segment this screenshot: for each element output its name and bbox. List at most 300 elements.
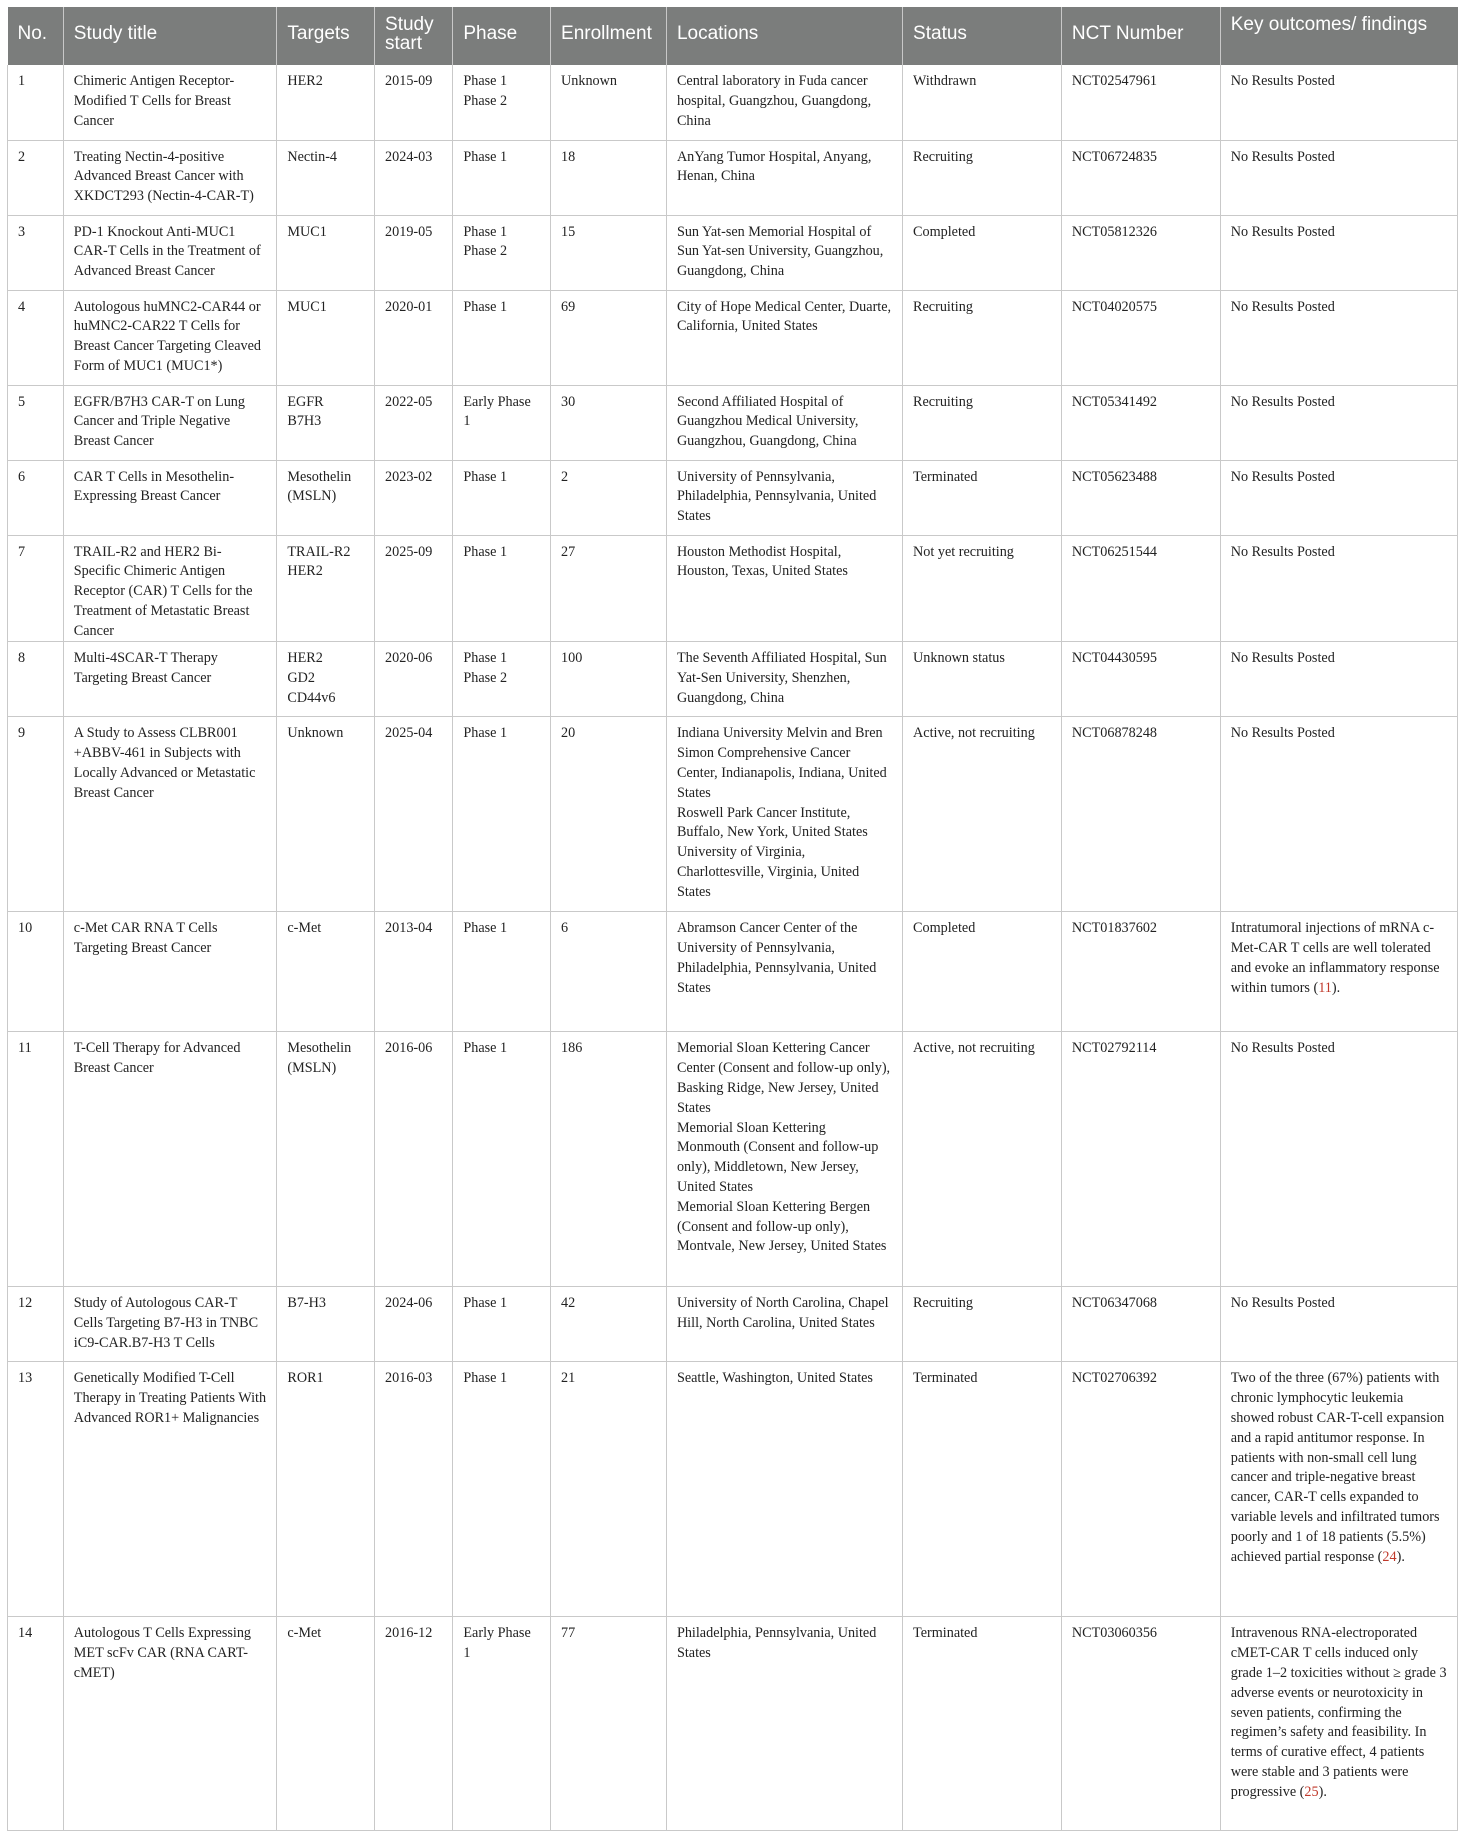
- cell-key-outcomes: [1220, 1032, 1457, 1287]
- cell-targets: [277, 1287, 375, 1362]
- cell-phase-text: Phase 1 Phase 2: [463, 650, 508, 687]
- table-row: [8, 1287, 1458, 1362]
- cell-enrollment: [551, 65, 667, 140]
- outcome-text: Intratumoral injections of mRNA c-Met-CAR T cells are well tolerated and evoke an inflammatory response within tumors (: [1230, 920, 1440, 996]
- cell-key-outcomes: [1220, 385, 1457, 460]
- cell-study-title-text: c-Met CAR RNA T Cells Targeting Breast Cancer: [73, 920, 218, 957]
- cell-study-start: [375, 1032, 453, 1287]
- cell-status: [903, 140, 1062, 215]
- cell-key-outcomes: [1220, 717, 1457, 912]
- col-header-enrollment: Enrollment: [551, 7, 667, 65]
- cell-targets: [277, 912, 375, 1032]
- table-row: [8, 140, 1458, 215]
- cell-study-title: [63, 1032, 277, 1287]
- cell-status-text: Recruiting: [913, 148, 973, 165]
- cell-study-title: [63, 1287, 277, 1362]
- cell-study-start: [375, 717, 453, 912]
- cell-no: [8, 1287, 64, 1362]
- cell-phase: [453, 1032, 551, 1287]
- cell-enrollment: [551, 140, 667, 215]
- cell-no: [8, 1032, 64, 1287]
- cell-enrollment: [551, 460, 667, 535]
- cell-study-title-text: Chimeric Antigen Receptor-Modified T Cells for Breast Cancer: [73, 73, 235, 129]
- cell-key-outcomes: [1220, 290, 1457, 385]
- cell-no: [8, 1617, 64, 1831]
- cell-targets-text: Mesothelin (MSLN): [287, 1040, 352, 1077]
- cell-locations-text: City of Hope Medical Center, Duarte, California, United States: [676, 298, 892, 335]
- cell-nct-number-text: NCT05812326: [1071, 223, 1158, 240]
- cell-targets-text: ROR1: [287, 1370, 324, 1387]
- cell-targets-text: MUC1: [287, 223, 327, 240]
- cell-status-text: Terminated: [913, 1370, 978, 1387]
- cell-status: [903, 642, 1062, 717]
- cell-targets-text: EGFR B7H3: [287, 393, 324, 430]
- table-row: [8, 215, 1458, 290]
- cell-locations: [666, 717, 902, 912]
- cell-no-text: 11: [18, 1040, 32, 1057]
- cell-locations: [666, 1362, 902, 1617]
- cell-nct-number-text: NCT05623488: [1071, 468, 1158, 485]
- cell-no-text: 13: [18, 1370, 33, 1387]
- outcome-text: No Results Posted: [1230, 1040, 1335, 1057]
- cell-study-start: [375, 1287, 453, 1362]
- cell-phase-text: Phase 1: [463, 148, 508, 165]
- cell-nct-number: [1061, 1617, 1220, 1831]
- cell-nct-number: [1061, 1032, 1220, 1287]
- cell-study-start-text: 2019-05: [385, 223, 433, 240]
- cell-enrollment: [551, 535, 667, 642]
- cell-targets-text: B7-H3: [287, 1295, 326, 1312]
- cell-targets: [277, 65, 375, 140]
- cell-enrollment-text: 42: [561, 1295, 576, 1312]
- header-row: [8, 7, 1458, 65]
- cell-locations: [666, 912, 902, 1032]
- cell-enrollment-text: 20: [561, 725, 576, 742]
- cell-enrollment-text: 15: [561, 223, 576, 240]
- cell-locations-text: Abramson Cancer Center of the University of Pennsylvania, Philadelphia, Pennsylvania, United States: [676, 920, 877, 996]
- cell-study-title-text: Treating Nectin-4-positive Advanced Breast Cancer with XKDCT293 (Nectin-4-CAR-T): [73, 148, 254, 205]
- outcome-suffix: ).: [1318, 1783, 1327, 1800]
- cell-no: [8, 1362, 64, 1617]
- cell-study-title: [63, 535, 277, 642]
- cell-enrollment-text: 100: [561, 650, 583, 667]
- cell-targets: [277, 140, 375, 215]
- cell-nct-number: [1061, 140, 1220, 215]
- cell-enrollment: [551, 1617, 667, 1831]
- cell-no: [8, 535, 64, 642]
- cell-locations-text: Second Affiliated Hospital of Guangzhou Medical University, Guangzhou, Guangdong, China: [676, 393, 859, 450]
- cell-study-title: [63, 1362, 277, 1617]
- cell-locations-text: Philadelphia, Pennsylvania, United States: [676, 1625, 877, 1662]
- col-header-no: No.: [8, 7, 64, 65]
- cell-no-text: 7: [18, 543, 26, 560]
- cell-study-title: [63, 717, 277, 912]
- cell-locations-text: Indiana University Melvin and Bren Simon Comprehensive Cancer Center, Indianapolis, Indiana, United States Roswell Park Cancer Institute, Buffalo, New York, United States University of Virginia, Charlottesville, Virginia, United States: [676, 725, 887, 900]
- cell-phase-text: Early Phase 1: [463, 1625, 531, 1662]
- cell-status: [903, 385, 1062, 460]
- outcome-text: Two of the three (67%) patients with chronic lymphocytic leukemia showed robust CAR-T-cell expansion and a rapid antitumor response. In patients with non-small cell lung cancer and triple-negative breast cancer, CAR-T cells expanded to variable levels and infiltrated tumors poorly and 1 of 18 patients (5.5%) achieved partial response (: [1230, 1370, 1445, 1565]
- cell-status-text: Active, not recruiting: [913, 725, 1035, 742]
- cell-study-start: [375, 290, 453, 385]
- cell-nct-number-text: NCT06251544: [1071, 543, 1158, 560]
- cell-phase: [453, 717, 551, 912]
- table-row: [8, 535, 1458, 642]
- cell-nct-number-text: NCT04020575: [1071, 298, 1158, 315]
- cell-study-title-text: T-Cell Therapy for Advanced Breast Cancer: [73, 1040, 241, 1077]
- cell-phase-text: Phase 1: [463, 468, 508, 485]
- cell-phase: [453, 912, 551, 1032]
- cell-status-text: Completed: [913, 223, 976, 240]
- cell-nct-number-text: NCT06724835: [1071, 148, 1158, 165]
- cell-phase-text: Phase 1: [463, 725, 508, 742]
- cell-locations: [666, 1617, 902, 1831]
- cell-no: [8, 642, 64, 717]
- cell-nct-number-text: NCT06347068: [1071, 1295, 1158, 1312]
- cell-study-start: [375, 1362, 453, 1617]
- cell-status: [903, 1032, 1062, 1287]
- cell-study-title: [63, 215, 277, 290]
- cell-targets-text: c-Met: [287, 920, 322, 937]
- outcome-text: No Results Posted: [1230, 468, 1335, 485]
- cell-no: [8, 215, 64, 290]
- cell-locations-text: Memorial Sloan Kettering Cancer Center (Consent and follow-up only), Basking Ridge, New Jersey, United States Memorial Sloan Kettering Monmouth (Consent and follow-up only), Middletown, New Jersey, United States Memorial Sloan Kettering Bergen (Consent and follow-up only), Montvale, New Jersey, United States: [676, 1040, 891, 1255]
- cell-targets-text: Nectin-4: [287, 148, 338, 165]
- cell-targets: [277, 1032, 375, 1287]
- cell-targets: [277, 215, 375, 290]
- cell-study-title-text: PD-1 Knockout Anti-MUC1 CAR-T Cells in the Treatment of Advanced Breast Cancer: [73, 223, 261, 280]
- cell-study-start-text: 2020-06: [385, 650, 433, 667]
- cell-status-text: Recruiting: [913, 1295, 973, 1312]
- cell-key-outcomes: [1220, 1617, 1457, 1831]
- cell-nct-number-text: NCT01837602: [1071, 920, 1158, 937]
- cell-study-title-text: CAR T Cells in Mesothelin-Expressing Breast Cancer: [73, 468, 235, 505]
- outcome-text: No Results Posted: [1230, 725, 1335, 742]
- cell-status: [903, 290, 1062, 385]
- cell-phase: [453, 1362, 551, 1617]
- cell-no: [8, 717, 64, 912]
- cell-status-text: Terminated: [913, 468, 978, 485]
- table-row: [8, 1032, 1458, 1287]
- cell-status: [903, 460, 1062, 535]
- cell-targets-text: Unknown: [287, 725, 344, 742]
- cell-study-start: [375, 642, 453, 717]
- outcome-text: No Results Posted: [1230, 393, 1335, 410]
- cell-study-start-text: 2025-04: [385, 725, 433, 742]
- cell-no-text: 12: [18, 1295, 33, 1312]
- cell-locations-text: Sun Yat-sen Memorial Hospital of Sun Yat-sen University, Guangzhou, Guangdong, China: [676, 223, 884, 280]
- col-header-study-title: Study title: [63, 7, 277, 65]
- cell-locations: [666, 460, 902, 535]
- reference-link[interactable]: 11: [1318, 979, 1332, 996]
- cell-no-text: 10: [18, 920, 33, 937]
- cell-status-text: Completed: [913, 920, 976, 937]
- cell-study-start: [375, 65, 453, 140]
- cell-study-title: [63, 385, 277, 460]
- cell-status-text: Active, not recruiting: [913, 1040, 1035, 1057]
- cell-nct-number-text: NCT05341492: [1071, 393, 1158, 410]
- cell-no-text: 14: [18, 1625, 33, 1642]
- cell-locations: [666, 385, 902, 460]
- cell-phase: [453, 1287, 551, 1362]
- table-row: [8, 717, 1458, 912]
- cell-nct-number-text: NCT04430595: [1071, 650, 1158, 667]
- cell-locations-text: The Seventh Affiliated Hospital, Sun Yat-Sen University, Shenzhen, Guangdong, China: [676, 650, 887, 707]
- cell-study-start-text: 2023-02: [385, 468, 433, 485]
- cell-enrollment: [551, 1362, 667, 1617]
- cell-nct-number: [1061, 912, 1220, 1032]
- cell-locations-text: Central laboratory in Fuda cancer hospital, Guangzhou, Guangdong, China: [676, 73, 872, 129]
- cell-status: [903, 1362, 1062, 1617]
- cell-enrollment: [551, 385, 667, 460]
- outcome-text: No Results Posted: [1230, 298, 1335, 315]
- reference-link[interactable]: 25: [1304, 1783, 1319, 1800]
- cell-status-text: Withdrawn: [913, 73, 977, 89]
- cell-targets-text: TRAIL-R2 HER2: [287, 543, 351, 580]
- cell-no: [8, 290, 64, 385]
- cell-no-text: 2: [18, 148, 26, 165]
- cell-study-title-text: Autologous huMNC2-CAR44 or huMNC2-CAR22 T Cells for Breast Cancer Targeting Cleaved Form of MUC1 (MUC1*): [73, 298, 261, 374]
- cell-study-title-text: EGFR/B7H3 CAR-T on Lung Cancer and Triple Negative Breast Cancer: [73, 393, 245, 450]
- cell-targets-text: HER2 GD2 CD44v6: [287, 650, 336, 707]
- cell-phase-text: Phase 1 Phase 2: [463, 73, 508, 109]
- cell-nct-number: [1061, 1287, 1220, 1362]
- cell-study-start-text: 2022-05: [385, 393, 433, 410]
- cell-no-text: 4: [18, 298, 26, 315]
- outcome-text: No Results Posted: [1230, 73, 1335, 89]
- cell-status: [903, 717, 1062, 912]
- cell-study-start: [375, 385, 453, 460]
- cell-status: [903, 65, 1062, 140]
- cell-phase: [453, 642, 551, 717]
- cell-enrollment: [551, 912, 667, 1032]
- cell-key-outcomes: [1220, 65, 1457, 140]
- cell-study-title: [63, 642, 277, 717]
- cell-enrollment: [551, 717, 667, 912]
- cell-study-title-text: TRAIL-R2 and HER2 Bi-Specific Chimeric Antigen Receptor (CAR) T Cells for the Treatment of Metastatic Breast Cancer: [73, 543, 253, 639]
- reference-link[interactable]: 24: [1382, 1548, 1397, 1565]
- cell-enrollment-text: 27: [561, 543, 576, 560]
- cell-phase-text: Phase 1: [463, 1370, 508, 1387]
- cell-nct-number: [1061, 215, 1220, 290]
- cell-targets-text: HER2: [287, 73, 323, 89]
- cell-key-outcomes: [1220, 1362, 1457, 1617]
- cell-nct-number: [1061, 290, 1220, 385]
- outcome-text: No Results Posted: [1230, 223, 1335, 240]
- cell-locations-text: Houston Methodist Hospital, Houston, Texas, United States: [676, 543, 848, 580]
- cell-study-start: [375, 460, 453, 535]
- cell-nct-number: [1061, 642, 1220, 717]
- cell-status-text: Unknown status: [913, 650, 1005, 667]
- cell-no: [8, 460, 64, 535]
- cell-no-text: 5: [18, 393, 26, 410]
- cell-study-title-text: A Study to Assess CLBR001 +ABBV-461 in Subjects with Locally Advanced or Metastatic Breast Cancer: [73, 725, 256, 801]
- cell-phase-text: Phase 1: [463, 1040, 508, 1057]
- table-row: [8, 385, 1458, 460]
- cell-enrollment: [551, 290, 667, 385]
- cell-no-text: 6: [18, 468, 26, 485]
- cell-study-start-text: 2020-01: [385, 298, 433, 315]
- cell-locations: [666, 535, 902, 642]
- cell-no-text: 9: [18, 725, 26, 742]
- cell-phase: [453, 535, 551, 642]
- cell-enrollment-text: 18: [561, 148, 576, 165]
- cell-phase-text: Phase 1: [463, 920, 508, 937]
- cell-status: [903, 535, 1062, 642]
- cell-locations: [666, 65, 902, 140]
- col-header-locations: Locations: [666, 7, 902, 65]
- cell-status-text: Recruiting: [913, 298, 973, 315]
- cell-phase: [453, 215, 551, 290]
- cell-enrollment: [551, 215, 667, 290]
- outcome-text: No Results Posted: [1230, 650, 1335, 667]
- cell-enrollment-text: Unknown: [561, 73, 617, 89]
- outcome-text: No Results Posted: [1230, 1295, 1335, 1312]
- cell-nct-number-text: NCT02792114: [1071, 1040, 1157, 1057]
- table-row: [8, 290, 1458, 385]
- cell-targets: [277, 1617, 375, 1831]
- cell-enrollment-text: 69: [561, 298, 576, 315]
- cell-locations: [666, 642, 902, 717]
- cell-targets-text: MUC1: [287, 298, 327, 315]
- col-header-key-outcomes: Key outcomes/ findings: [1220, 7, 1457, 65]
- table-row: [8, 460, 1458, 535]
- cell-study-start-text: 2024-03: [385, 148, 433, 165]
- cell-locations-text: Seattle, Washington, United States: [676, 1370, 873, 1387]
- col-header-nct-number: NCT Number: [1061, 7, 1220, 65]
- cell-enrollment-text: 21: [561, 1370, 576, 1387]
- cell-study-title: [63, 912, 277, 1032]
- cell-locations: [666, 215, 902, 290]
- cell-targets-text: Mesothelin (MSLN): [287, 468, 352, 505]
- cell-enrollment-text: 30: [561, 393, 576, 410]
- cell-nct-number: [1061, 1362, 1220, 1617]
- outcome-suffix: ).: [1396, 1548, 1405, 1565]
- cell-locations: [666, 290, 902, 385]
- cell-enrollment-text: 2: [561, 468, 569, 485]
- table-row: [8, 912, 1458, 1032]
- cell-targets: [277, 1362, 375, 1617]
- cell-study-start-text: 2016-03: [385, 1370, 433, 1387]
- cell-study-title: [63, 1617, 277, 1831]
- cell-study-start-text: 2016-12: [385, 1625, 433, 1642]
- cell-study-title-text: Autologous T Cells Expressing MET scFv CAR (RNA CART-cMET): [73, 1625, 252, 1682]
- cell-study-start-text: 2024-06: [385, 1295, 433, 1312]
- cell-targets-text: c-Met: [287, 1625, 322, 1642]
- cell-status: [903, 1617, 1062, 1831]
- table-row: [8, 65, 1458, 140]
- outcome-suffix: ).: [1331, 979, 1341, 996]
- cell-study-start: [375, 535, 453, 642]
- cell-phase: [453, 65, 551, 140]
- cell-status: [903, 1287, 1062, 1362]
- cell-study-title-text: Genetically Modified T-Cell Therapy in Treating Patients With Advanced ROR1+ Malignancies: [73, 1370, 267, 1427]
- cell-enrollment-text: 77: [561, 1625, 576, 1642]
- cell-phase: [453, 140, 551, 215]
- cell-enrollment: [551, 642, 667, 717]
- cell-nct-number: [1061, 460, 1220, 535]
- cell-targets: [277, 535, 375, 642]
- cell-key-outcomes: [1220, 642, 1457, 717]
- cell-key-outcomes: [1220, 215, 1457, 290]
- cell-no-text: 3: [18, 223, 26, 240]
- cell-targets: [277, 460, 375, 535]
- cell-study-start: [375, 140, 453, 215]
- cell-no: [8, 385, 64, 460]
- table-row: [8, 1617, 1458, 1831]
- cell-status: [903, 912, 1062, 1032]
- table-row: [8, 1362, 1458, 1617]
- cell-study-title: [63, 140, 277, 215]
- cell-phase: [453, 385, 551, 460]
- cell-nct-number: [1061, 385, 1220, 460]
- cell-locations: [666, 140, 902, 215]
- cell-study-title: [63, 65, 277, 140]
- cell-key-outcomes: [1220, 460, 1457, 535]
- cell-study-title: [63, 290, 277, 385]
- cell-phase: [453, 290, 551, 385]
- outcome-text: Intravenous RNA-electroporated cMET-CAR T cells induced only grade 1–2 toxicities without ≥ grade 3 adverse events or neurotoxicity in seven patients, confirming the regimen’s safety and feasibility. In terms of curative effect, 4 patients were stable and 3 patients were progressive (: [1230, 1625, 1447, 1800]
- cell-study-title-text: Study of Autologous CAR-T Cells Targeting B7-H3 in TNBC iC9-CAR.B7-H3 T Cells: [73, 1295, 259, 1352]
- cell-study-start: [375, 215, 453, 290]
- col-header-study-start: Study start: [375, 7, 453, 65]
- cell-phase: [453, 460, 551, 535]
- cell-nct-number: [1061, 535, 1220, 642]
- cell-phase: [453, 1617, 551, 1831]
- cell-targets: [277, 385, 375, 460]
- cell-enrollment-text: 186: [561, 1040, 583, 1057]
- cell-locations: [666, 1032, 902, 1287]
- cell-enrollment: [551, 1032, 667, 1287]
- cell-targets: [277, 642, 375, 717]
- trials-table-container: [7, 7, 1458, 1831]
- cell-no-text: 1: [18, 73, 26, 89]
- col-header-status: Status: [903, 7, 1062, 65]
- cell-key-outcomes: [1220, 912, 1457, 1032]
- cell-status-text: Recruiting: [913, 393, 973, 410]
- cell-study-start-text: 2015-09: [385, 73, 433, 89]
- cell-study-start-text: 2016-06: [385, 1040, 433, 1057]
- cell-phase-text: Phase 1 Phase 2: [463, 223, 508, 260]
- cell-phase-text: Early Phase 1: [463, 393, 531, 430]
- cell-no: [8, 912, 64, 1032]
- cell-no: [8, 140, 64, 215]
- cell-targets: [277, 717, 375, 912]
- outcome-text: No Results Posted: [1230, 148, 1335, 165]
- cell-status: [903, 215, 1062, 290]
- trials-table: [7, 7, 1458, 1831]
- cell-status-text: Terminated: [913, 1625, 978, 1642]
- cell-nct-number-text: NCT02706392: [1071, 1370, 1158, 1387]
- cell-nct-number: [1061, 717, 1220, 912]
- cell-nct-number: [1061, 65, 1220, 140]
- table-row: [8, 642, 1458, 717]
- cell-no-text: 8: [18, 650, 26, 667]
- cell-phase-text: Phase 1: [463, 298, 508, 315]
- cell-key-outcomes: [1220, 140, 1457, 215]
- cell-phase-text: Phase 1: [463, 1295, 508, 1312]
- cell-targets: [277, 290, 375, 385]
- outcome-text: No Results Posted: [1230, 543, 1335, 560]
- cell-study-start: [375, 1617, 453, 1831]
- col-header-targets: Targets: [277, 7, 375, 65]
- cell-locations-text: AnYang Tumor Hospital, Anyang, Henan, China: [676, 148, 872, 185]
- cell-phase-text: Phase 1: [463, 543, 508, 560]
- cell-locations-text: University of Pennsylvania, Philadelphia, Pennsylvania, United States: [676, 468, 877, 525]
- cell-study-title-text: Multi-4SCAR-T Therapy Targeting Breast Cancer: [73, 650, 218, 687]
- cell-nct-number-text: NCT03060356: [1071, 1625, 1158, 1642]
- cell-study-title: [63, 460, 277, 535]
- cell-study-start-text: 2013-04: [385, 920, 433, 937]
